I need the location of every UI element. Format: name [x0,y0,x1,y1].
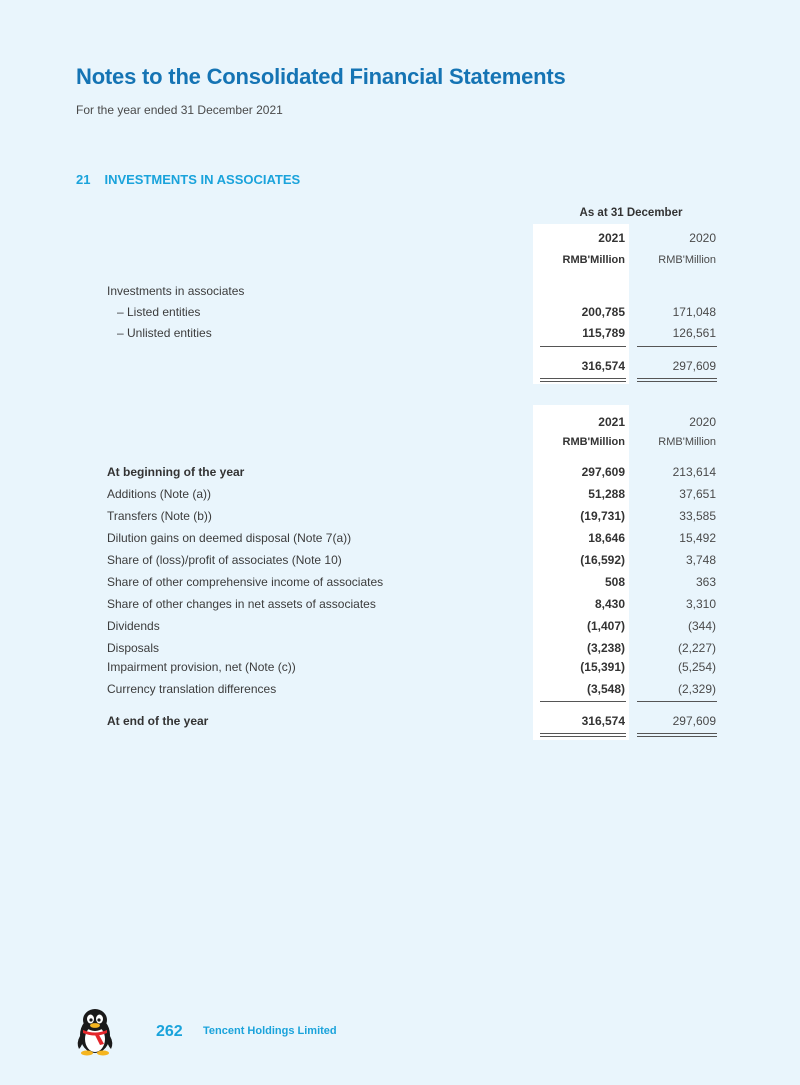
table-row [0,679,800,700]
row-label: Share of other changes in net assets of associates [107,597,376,611]
row-label: Dilution gains on deemed disposal (Note 7(a)) [107,531,352,545]
page-number: 262 [156,1023,183,1040]
value-2021: 316,574 [581,714,625,728]
value-2021: 297,609 [581,465,625,479]
page-title: Notes to the Consolidated Financial Statements [76,64,566,89]
value-2021: (16,592) [580,553,625,567]
col-unit-2020: RMB'Million [658,436,716,448]
table-row [0,302,800,323]
double-rule [637,733,717,734]
value-2020: 15,492 [679,531,716,545]
value-2020: 126,561 [672,326,716,340]
double-rule [540,733,626,734]
value-2020: (2,227) [677,641,716,655]
value-2020: 33,585 [679,509,716,523]
double-rule [540,381,626,382]
double-rule [540,378,626,379]
value-2021: (19,731) [580,509,625,523]
value-2021: 8,430 [594,597,625,611]
table-row [0,528,800,549]
col-header-2021: 2021 [598,415,625,429]
row-label: Transfers (Note (b)) [107,509,212,523]
value-2020: 37,651 [679,487,716,501]
row-label: Currency translation differences [107,682,277,696]
section-number: 21 [76,172,91,187]
col-unit-2021: RMB'Million [562,254,625,266]
double-rule [540,736,626,737]
opening-row [0,462,800,483]
value-2020: 213,614 [672,465,716,479]
table-row [0,616,800,637]
page-subtitle: For the year ended 31 December 2021 [76,103,283,117]
value-2020: (2,329) [677,682,716,696]
value-2021: (3,238) [586,641,625,655]
table-row [0,323,800,344]
row-label: Disposals [107,641,160,655]
row-label: Additions (Note (a)) [107,487,212,501]
table-row [0,484,800,505]
table-row [0,550,800,571]
row-label: At beginning of the year [107,465,245,479]
value-2021: (3,548) [586,682,625,696]
subtotal-rule [540,701,626,702]
company-name: Tencent Holdings Limited [203,1025,337,1037]
value-2021: (1,407) [586,619,625,633]
value-2021: 508 [604,575,625,589]
value-2021: 18,646 [588,531,625,545]
double-rule [637,381,717,382]
table-row [0,572,800,593]
page-footer [0,1008,800,1058]
section-heading [76,172,300,187]
subtotal-rule [540,346,626,347]
col-unit-2020: RMB'Million [658,254,716,266]
value-2020: 3,748 [685,553,716,567]
penguin-icon [74,1008,116,1056]
closing-row [0,711,800,732]
total-2020: 297,609 [672,359,716,373]
value-2020: 3,310 [685,597,716,611]
value-2020: (344) [687,619,716,633]
subtotal-rule [637,346,717,347]
table-row [0,657,800,678]
row-label: At end of the year [107,714,209,728]
col-header-2020: 2020 [689,415,716,429]
table-row [0,594,800,615]
row-label: – Listed entities [117,305,201,319]
double-rule [637,378,717,379]
row-label: Share of (loss)/profit of associates (Note 10) [107,553,342,567]
value-2021: 200,785 [581,305,625,319]
table-row [0,506,800,527]
row-label: – Unlisted entities [117,326,212,340]
col-header-2021: 2021 [598,231,625,245]
double-rule [637,736,717,737]
subtotal-rule [637,701,717,702]
value-2020: 171,048 [672,305,716,319]
value-2021: 51,288 [588,487,625,501]
total-row [0,356,800,377]
table-row [0,281,800,302]
row-label: Impairment provision, net (Note (c)) [107,660,296,674]
total-2021: 316,574 [581,359,625,373]
value-2021: 115,789 [582,326,625,340]
value-2021: (15,391) [580,660,625,674]
value-2020: 297,609 [672,714,716,728]
table-row [0,638,800,659]
period-heading: As at 31 December [579,207,683,219]
col-header-2020: 2020 [689,231,716,245]
col-unit-2021: RMB'Million [562,436,625,448]
row-label: Investments in associates [107,284,245,298]
row-label: Dividends [107,619,160,633]
row-label: Share of other comprehensive income of associates [107,575,384,589]
section-title: INVESTMENTS IN ASSOCIATES [104,172,301,187]
value-2020: 363 [695,575,716,589]
value-2020: (5,254) [677,660,716,674]
